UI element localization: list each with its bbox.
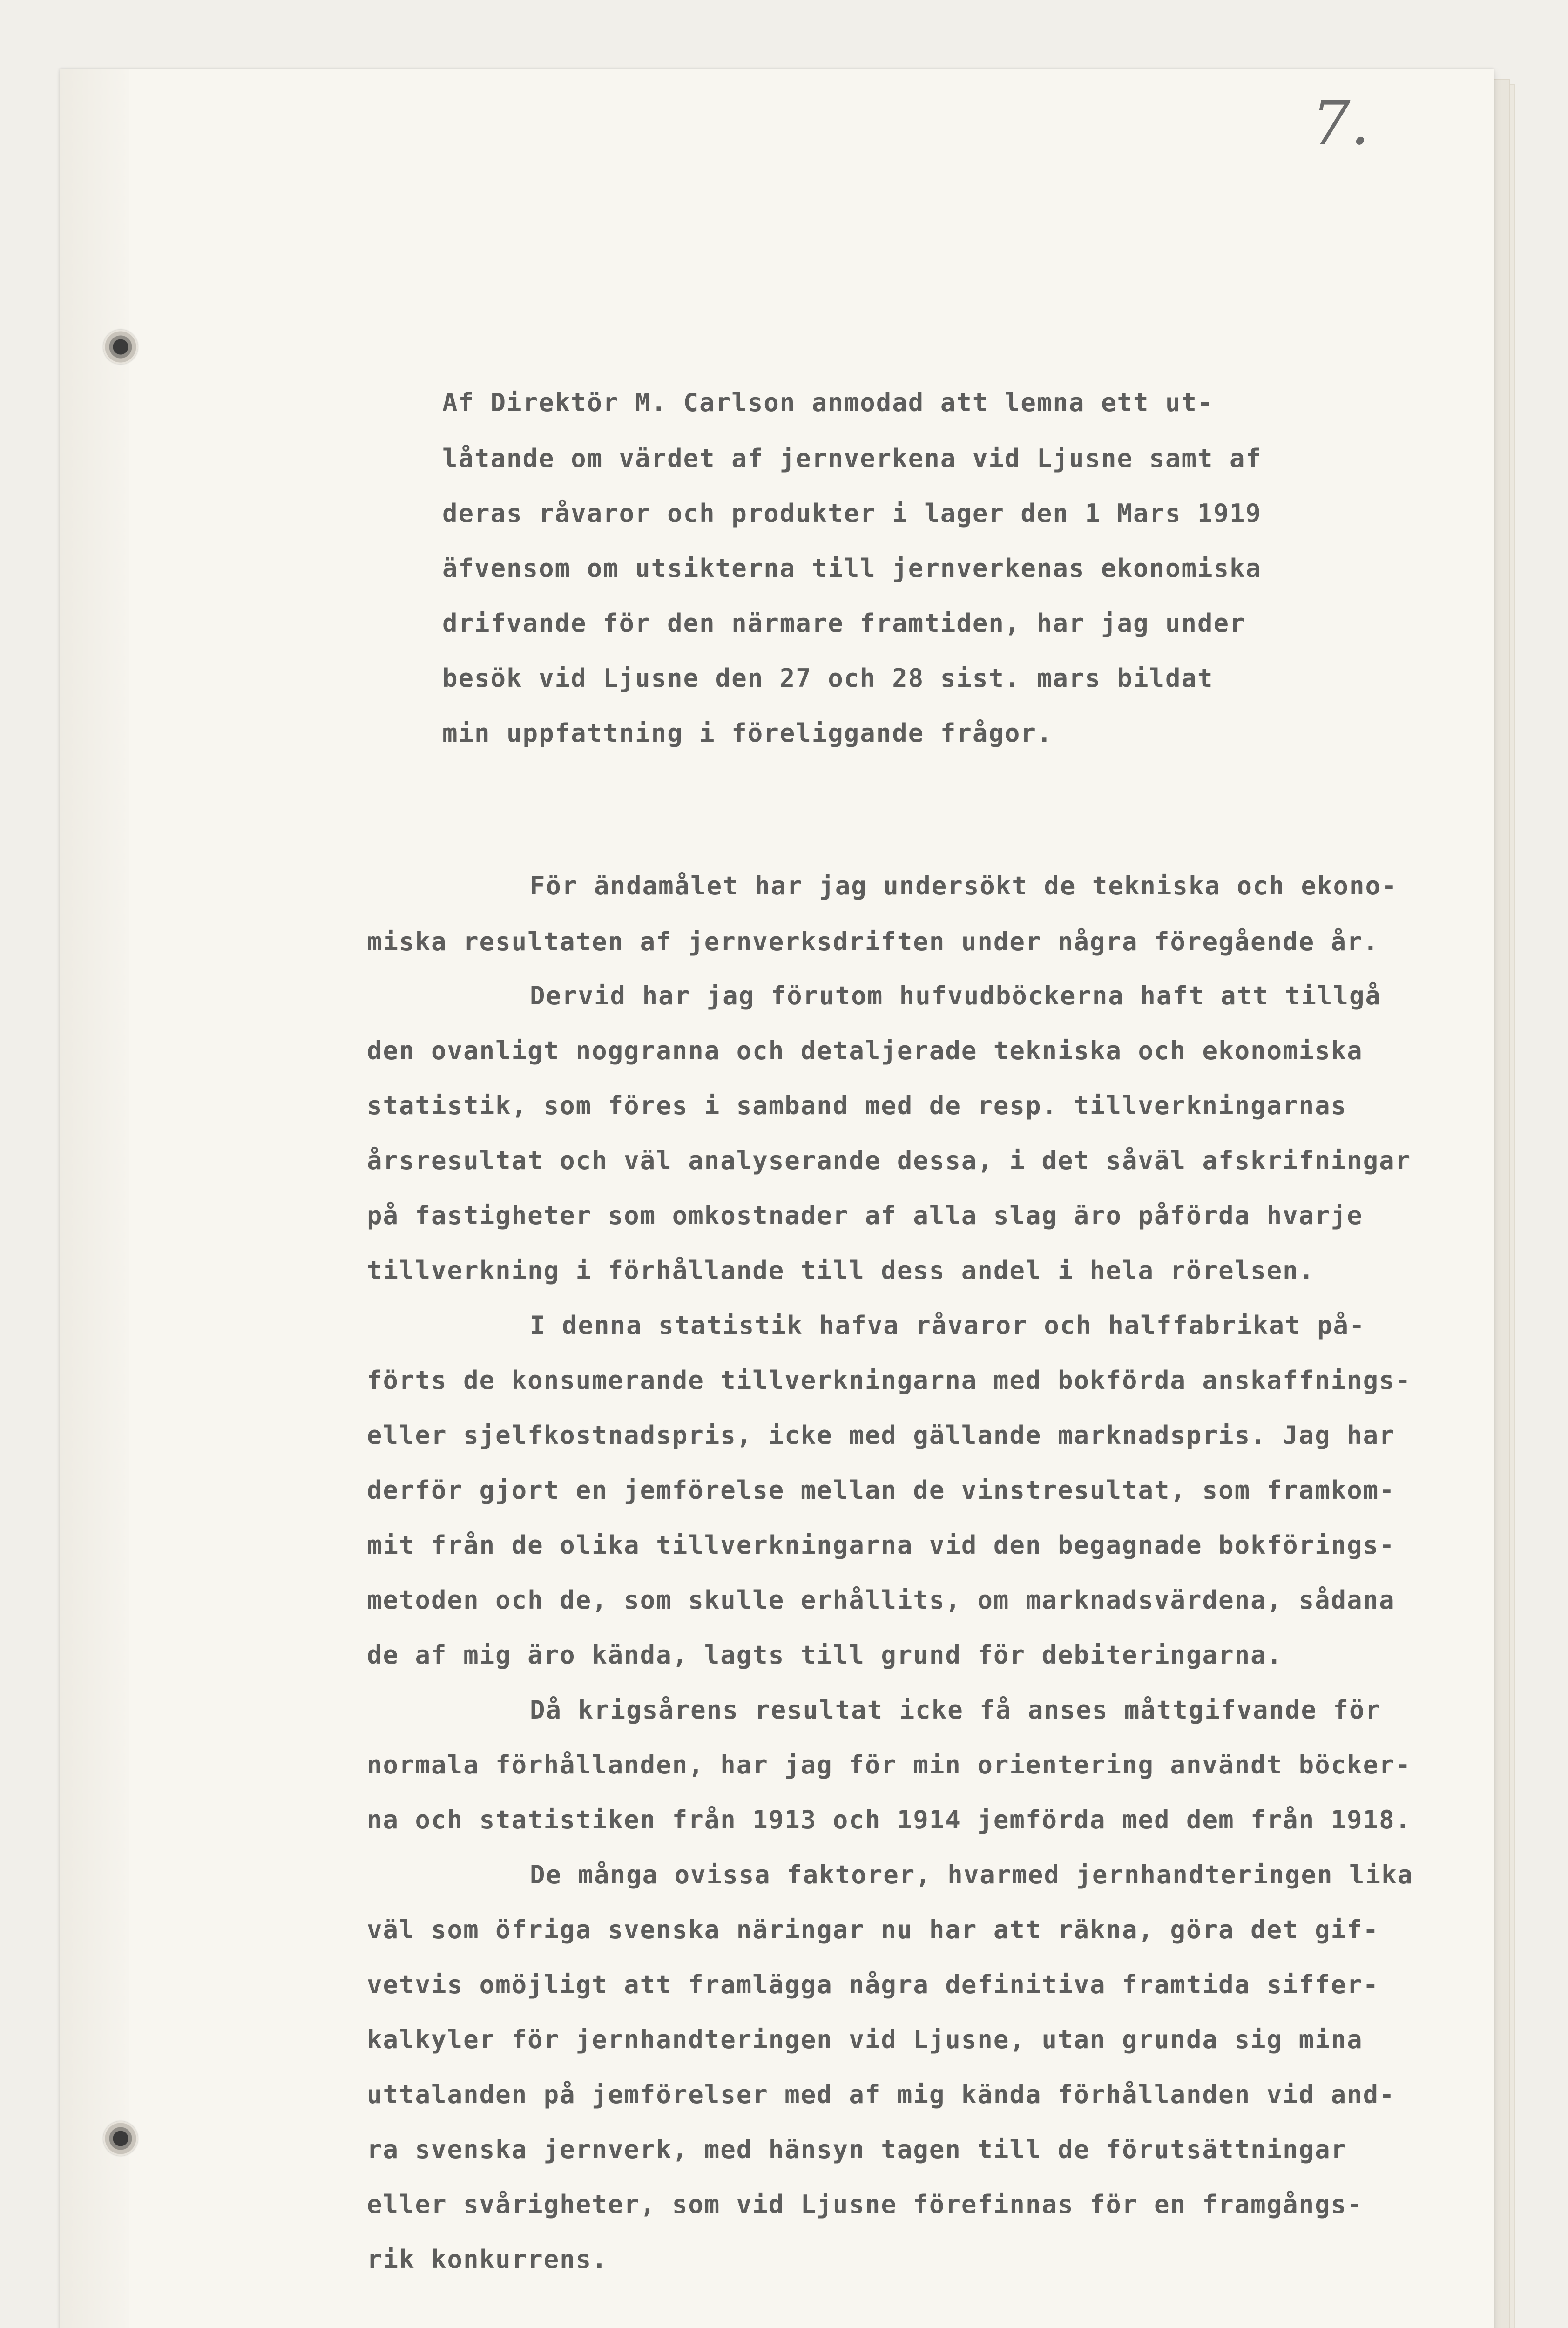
text-line: de af mig äro kända, lagts till grund för debiteringarna. xyxy=(367,1640,1283,1670)
text-line: äfvensom om utsikterna till jernverkenas ekonomiska xyxy=(442,554,1262,583)
text-line: normala förhållanden, har jag för min orientering användt böcker- xyxy=(367,1750,1412,1780)
text-line: den ovanligt noggranna och detaljerade tekniska och ekonomiska xyxy=(367,1036,1363,1065)
text-line: årsresultat och väl analyserande dessa, i det såväl afskrifningar xyxy=(367,1146,1412,1175)
text-line: För ändamålet har jag undersökt de tekniska och ekono- xyxy=(530,871,1398,900)
text-line: tillverkning i förhållande till dess andel i hela rörelsen. xyxy=(367,1256,1315,1285)
text-line: mit från de olika tillverkningarna vid den begagnade bokförings- xyxy=(367,1530,1395,1560)
text-line: De många ovissa faktorer, hvarmed jernhandteringen lika xyxy=(530,1860,1414,1889)
text-line: väl som öfriga svenska näringar nu har att räkna, göra det gif- xyxy=(367,1915,1379,1944)
text-line: min uppfattning i föreliggande frågor. xyxy=(442,718,1053,748)
text-line: eller sjelfkostnadspris, icke med gällande marknadspris. Jag har xyxy=(367,1421,1395,1450)
text-line: förts de konsumerande tillverkningarna med bokförda anskaffnings- xyxy=(367,1366,1412,1395)
document-page xyxy=(60,69,1494,2328)
text-line: I denna statistik hafva råvaror och halffabrikat på- xyxy=(530,1311,1365,1340)
text-line: metoden och de, som skulle erhållits, om marknadsvärdena, sådana xyxy=(367,1585,1395,1615)
text-line: miska resultaten af jernverksdriften under några föregående år. xyxy=(367,927,1379,956)
text-line: ra svenska jernverk, med hänsyn tagen till de förutsättningar xyxy=(367,2135,1347,2164)
text-line: rik konkurrens. xyxy=(367,2245,608,2274)
text-line: statistik, som föres i samband med de resp. tillverkningarnas xyxy=(367,1091,1347,1120)
page-number: 7. xyxy=(1312,88,1370,158)
text-line: kalkyler för jernhandteringen vid Ljusne, utan grunda sig mina xyxy=(367,2025,1363,2054)
text-line: drifvande för den närmare framtiden, har jag under xyxy=(442,609,1246,638)
text-line: derför gjort en jemförelse mellan de vinstresultat, som framkom- xyxy=(367,1475,1395,1505)
text-line: vetvis omöjligt att framlägga några definitiva framtida siffer- xyxy=(367,1970,1379,1999)
text-line: na och statistiken från 1913 och 1914 jemförda med dem från 1918. xyxy=(367,1805,1412,1834)
text-line: uttalanden på jemförelser med af mig kända förhållanden vid and- xyxy=(367,2080,1395,2109)
typed-text xyxy=(60,69,1494,2328)
text-line: Dervid har jag förutom hufvudböckerna haft att tillgå xyxy=(530,981,1382,1010)
text-line: Då krigsårens resultat icke få anses måttgifvande för xyxy=(530,1695,1382,1725)
text-line: låtande om värdet af jernverkena vid Ljusne samt af xyxy=(442,444,1262,473)
text-line: deras råvaror och produkter i lager den 1 Mars 1919 xyxy=(442,499,1262,528)
text-line: på fastigheter som omkostnader af alla slag äro påförda hvarje xyxy=(367,1201,1363,1230)
text-line: Af Direktör M. Carlson anmodad att lemna ett ut- xyxy=(442,388,1214,417)
text-line: eller svårigheter, som vid Ljusne förefinnas för en framgångs- xyxy=(367,2190,1363,2219)
text-line: besök vid Ljusne den 27 och 28 sist. mars bildat xyxy=(442,663,1214,693)
